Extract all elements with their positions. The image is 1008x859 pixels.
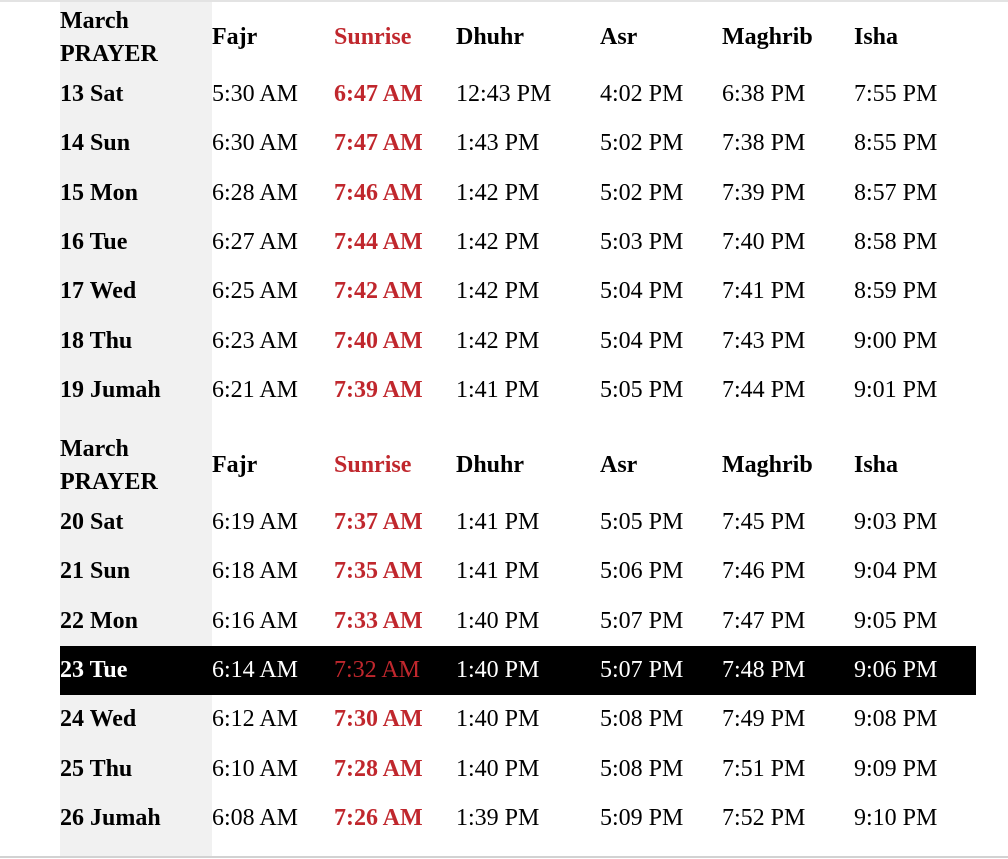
isha-time: 9:05 PM bbox=[854, 607, 938, 634]
table-row bbox=[60, 744, 976, 793]
table-row bbox=[60, 70, 976, 119]
isha-time: 9:10 PM bbox=[854, 804, 938, 831]
isha-time: 9:08 PM bbox=[854, 706, 938, 733]
sunrise-time: 6:47 AM bbox=[334, 81, 423, 108]
asr-time: 5:08 PM bbox=[600, 706, 684, 733]
isha-time: 9:09 PM bbox=[854, 755, 938, 782]
day-cell: 23 Tue bbox=[60, 657, 128, 684]
dhuhr-time: 1:40 PM bbox=[456, 607, 540, 634]
dhuhr-time: 1:39 PM bbox=[456, 804, 540, 831]
day-cell: 18 Thu bbox=[60, 327, 133, 354]
dhuhr-time: 1:42 PM bbox=[456, 327, 540, 354]
dhuhr-time: 1:41 PM bbox=[456, 558, 540, 585]
maghrib-time: 7:44 PM bbox=[722, 376, 806, 403]
maghrib-time: 7:51 PM bbox=[722, 755, 806, 782]
dhuhr-header: Dhuhr bbox=[456, 452, 525, 478]
table-body bbox=[60, 498, 976, 843]
sunrise-time: 7:42 AM bbox=[334, 278, 423, 305]
maghrib-time: 7:48 PM bbox=[722, 657, 806, 684]
dhuhr-time: 1:40 PM bbox=[456, 706, 540, 733]
dhuhr-time: 12:43 PM bbox=[456, 81, 552, 108]
dhuhr-time: 1:40 PM bbox=[456, 657, 540, 684]
sunrise-time: 7:33 AM bbox=[334, 607, 423, 634]
sunrise-header: Sunrise bbox=[334, 24, 412, 50]
table-row bbox=[60, 267, 976, 316]
sunrise-time: 7:30 AM bbox=[334, 706, 423, 733]
isha-time: 8:59 PM bbox=[854, 278, 938, 305]
maghrib-time: 7:39 PM bbox=[722, 179, 806, 206]
table-row bbox=[60, 794, 976, 843]
isha-time: 8:55 PM bbox=[854, 130, 938, 157]
fajr-time: 6:21 AM bbox=[212, 376, 299, 403]
day-cell: 16 Tue bbox=[60, 229, 128, 256]
maghrib-time: 7:43 PM bbox=[722, 327, 806, 354]
isha-time: 9:00 PM bbox=[854, 327, 938, 354]
maghrib-header: Maghrib bbox=[722, 24, 813, 50]
maghrib-time: 7:41 PM bbox=[722, 278, 806, 305]
maghrib-time: 7:38 PM bbox=[722, 130, 806, 157]
fajr-time: 5:30 AM bbox=[212, 81, 299, 108]
fajr-time: 6:08 AM bbox=[212, 804, 299, 831]
prayer-label: PRAYER bbox=[60, 40, 158, 67]
sunrise-time: 7:26 AM bbox=[334, 804, 423, 831]
asr-time: 5:04 PM bbox=[600, 327, 684, 354]
table-row bbox=[60, 597, 976, 646]
maghrib-time: 7:49 PM bbox=[722, 706, 806, 733]
isha-header: Isha bbox=[854, 24, 899, 50]
fajr-header: Fajr bbox=[212, 452, 258, 478]
prayer-table-week-1 bbox=[60, 5, 976, 415]
bottom-divider bbox=[0, 856, 1008, 858]
asr-time: 5:03 PM bbox=[600, 229, 684, 256]
table-row bbox=[60, 498, 976, 547]
dhuhr-time: 1:42 PM bbox=[456, 179, 540, 206]
table-row bbox=[60, 366, 976, 415]
day-cell: 24 Wed bbox=[60, 706, 137, 733]
asr-time: 5:09 PM bbox=[600, 804, 684, 831]
isha-time: 7:55 PM bbox=[854, 81, 938, 108]
sunrise-time: 7:46 AM bbox=[334, 179, 423, 206]
isha-time: 9:04 PM bbox=[854, 558, 938, 585]
day-cell: 17 Wed bbox=[60, 278, 137, 305]
sunrise-time: 7:44 AM bbox=[334, 229, 423, 256]
day-cell: 20 Sat bbox=[60, 509, 124, 536]
asr-time: 5:05 PM bbox=[600, 376, 684, 403]
sunrise-header: Sunrise bbox=[334, 452, 412, 478]
fajr-time: 6:18 AM bbox=[212, 558, 299, 585]
dhuhr-header: Dhuhr bbox=[456, 24, 525, 50]
asr-time: 4:02 PM bbox=[600, 81, 684, 108]
dhuhr-time: 1:43 PM bbox=[456, 130, 540, 157]
day-cell: 25 Thu bbox=[60, 755, 133, 782]
dhuhr-time: 1:41 PM bbox=[456, 376, 540, 403]
maghrib-time: 7:47 PM bbox=[722, 607, 806, 634]
asr-time: 5:07 PM bbox=[600, 657, 684, 684]
asr-time: 5:05 PM bbox=[600, 509, 684, 536]
day-cell: 21 Sun bbox=[60, 558, 131, 585]
day-cell: 15 Mon bbox=[60, 179, 138, 206]
isha-time: 9:01 PM bbox=[854, 376, 938, 403]
maghrib-time: 6:38 PM bbox=[722, 81, 806, 108]
asr-time: 5:02 PM bbox=[600, 179, 684, 206]
isha-time: 8:58 PM bbox=[854, 229, 938, 256]
table-row bbox=[60, 547, 976, 596]
dhuhr-time: 1:42 PM bbox=[456, 229, 540, 256]
dhuhr-time: 1:40 PM bbox=[456, 755, 540, 782]
fajr-time: 6:25 AM bbox=[212, 278, 299, 305]
sunrise-time: 7:28 AM bbox=[334, 755, 423, 782]
day-cell: 13 Sat bbox=[60, 81, 124, 108]
maghrib-time: 7:46 PM bbox=[722, 558, 806, 585]
asr-header: Asr bbox=[600, 452, 638, 478]
table-row bbox=[60, 169, 976, 218]
prayer-table-week-2 bbox=[60, 433, 976, 843]
sunrise-time: 7:35 AM bbox=[334, 558, 423, 585]
fajr-time: 6:27 AM bbox=[212, 229, 299, 256]
fajr-header: Fajr bbox=[212, 24, 258, 50]
table-header-row bbox=[60, 433, 976, 498]
asr-time: 5:07 PM bbox=[600, 607, 684, 634]
isha-time: 9:03 PM bbox=[854, 509, 938, 536]
month-label: March bbox=[60, 435, 129, 462]
month-header bbox=[60, 5, 212, 71]
sunrise-time: 7:47 AM bbox=[334, 130, 423, 157]
table-row bbox=[60, 316, 976, 365]
day-cell: 26 Jumah bbox=[60, 804, 161, 831]
month-label: March bbox=[60, 7, 129, 34]
fajr-time: 6:16 AM bbox=[212, 607, 299, 634]
isha-header: Isha bbox=[854, 452, 899, 478]
asr-time: 5:04 PM bbox=[600, 278, 684, 305]
dhuhr-time: 1:42 PM bbox=[456, 278, 540, 305]
day-cell: 22 Mon bbox=[60, 607, 138, 634]
table-header-row bbox=[60, 5, 976, 70]
table-row bbox=[60, 646, 976, 695]
table-row bbox=[60, 695, 976, 744]
fajr-time: 6:10 AM bbox=[212, 755, 299, 782]
table-row bbox=[60, 218, 976, 267]
isha-time: 8:57 PM bbox=[854, 179, 938, 206]
maghrib-header: Maghrib bbox=[722, 452, 813, 478]
month-header bbox=[60, 433, 212, 499]
table-row bbox=[60, 119, 976, 168]
asr-time: 5:02 PM bbox=[600, 130, 684, 157]
day-cell: 19 Jumah bbox=[60, 376, 161, 403]
fajr-time: 6:19 AM bbox=[212, 509, 299, 536]
sunrise-time: 7:40 AM bbox=[334, 327, 423, 354]
maghrib-time: 7:52 PM bbox=[722, 804, 806, 831]
asr-time: 5:06 PM bbox=[600, 558, 684, 585]
sunrise-time: 7:37 AM bbox=[334, 509, 423, 536]
asr-header: Asr bbox=[600, 24, 638, 50]
isha-time: 9:06 PM bbox=[854, 657, 938, 684]
fajr-time: 6:28 AM bbox=[212, 179, 299, 206]
maghrib-time: 7:45 PM bbox=[722, 509, 806, 536]
fajr-time: 6:23 AM bbox=[212, 327, 299, 354]
fajr-time: 6:30 AM bbox=[212, 130, 299, 157]
asr-time: 5:08 PM bbox=[600, 755, 684, 782]
prayer-label: PRAYER bbox=[60, 468, 158, 495]
sunrise-time: 7:32 AM bbox=[334, 657, 421, 684]
sunrise-time: 7:39 AM bbox=[334, 376, 423, 403]
fajr-time: 6:14 AM bbox=[212, 657, 299, 684]
dhuhr-time: 1:41 PM bbox=[456, 509, 540, 536]
day-cell: 14 Sun bbox=[60, 130, 131, 157]
maghrib-time: 7:40 PM bbox=[722, 229, 806, 256]
table-body bbox=[60, 70, 976, 415]
fajr-time: 6:12 AM bbox=[212, 706, 299, 733]
